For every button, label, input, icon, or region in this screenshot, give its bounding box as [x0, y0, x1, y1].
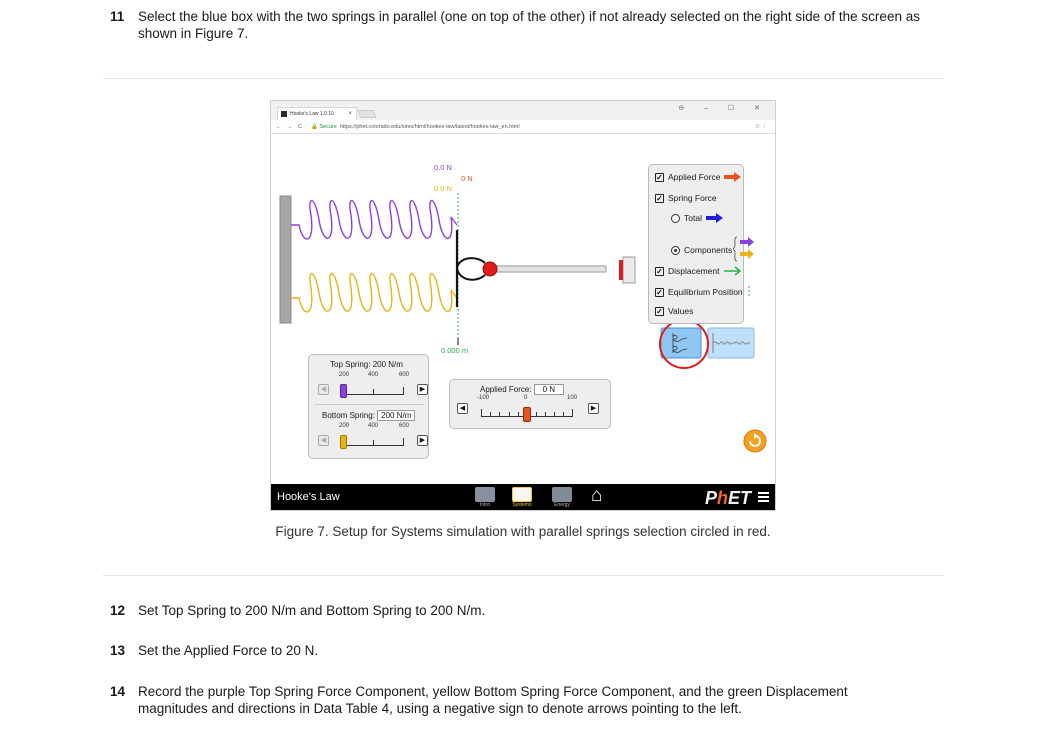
- tab-close-icon[interactable]: ×: [348, 111, 352, 117]
- bottom-spring-slider-thumb[interactable]: [340, 435, 347, 449]
- applied-force-label: Applied Force:: [480, 385, 532, 394]
- top-spring-slider-thumb[interactable]: [340, 384, 347, 398]
- checkbox-box: ✓: [656, 193, 663, 203]
- menu-icon[interactable]: [758, 492, 769, 504]
- equilibrium-checkbox[interactable]: [655, 286, 752, 298]
- step-text: Select the blue box with the two springs in parallel (one on top of the other) if not already selected on the right side of the screen as shown in Figure 7.: [138, 9, 920, 41]
- bottom-spring-tick-label: 400: [368, 423, 379, 429]
- step-number: 11: [110, 9, 125, 24]
- radio-button: [671, 214, 680, 223]
- robotic-arm-rod: [486, 266, 606, 272]
- window-controls[interactable]: ⊖ – ☐ ✕: [678, 105, 769, 112]
- checkbox-label: Spring Force: [668, 193, 717, 203]
- robotic-arm-base: [623, 257, 635, 283]
- simulation-area: [271, 135, 775, 484]
- phet-navbar: [271, 484, 775, 511]
- equilibrium-line-icon: [746, 286, 752, 298]
- energy-screen-label: Energy: [554, 502, 570, 508]
- applied-force-tick-label: 100: [567, 395, 578, 401]
- checkbox-label: Values: [668, 306, 694, 316]
- address-field[interactable]: [307, 122, 747, 132]
- hook: [457, 258, 485, 280]
- bottom-spring-decrease-button[interactable]: ◀: [318, 435, 329, 446]
- applied-force-increase-button[interactable]: ▶: [588, 403, 599, 414]
- bottom-spring-tick-label: 600: [399, 423, 410, 429]
- step-number: 13: [110, 643, 126, 658]
- applied-force-arrow-icon: [724, 172, 742, 182]
- intro-screen-button[interactable]: [475, 487, 495, 502]
- checkbox-label: Applied Force: [668, 172, 721, 182]
- url-text: https://phet.colorado.edu/sims/html/hookes-law/latest/hookes-law_en.html: [339, 124, 520, 130]
- applied-force-tick-label: 0: [524, 395, 528, 401]
- displacement-checkbox[interactable]: [655, 266, 742, 276]
- new-tab-button[interactable]: [358, 110, 377, 118]
- applied-force-tick-label: -100: [477, 395, 490, 401]
- top-spring-tick-label: 600: [399, 372, 410, 378]
- top-spring-slider-track[interactable]: [342, 394, 404, 395]
- radio-label: Total: [684, 213, 702, 223]
- browser-tabbar: [271, 101, 775, 120]
- checkbox-box: ✓: [656, 287, 663, 297]
- top-spring-value: 200 N/m: [372, 360, 403, 369]
- checkbox-box: ✓: [656, 172, 663, 182]
- bottom-spring-slider-track[interactable]: [342, 445, 404, 446]
- total-force-arrow-icon: [706, 213, 724, 223]
- bottom-spring-tick-label: 200: [339, 423, 350, 429]
- figure-7-screenshot: [270, 100, 776, 511]
- checkbox-box: ✓: [656, 306, 663, 316]
- divider-bottom: [103, 575, 944, 576]
- components-radio[interactable]: [671, 237, 757, 263]
- divider-top: [103, 78, 944, 79]
- bookmark-star-icon[interactable]: ☆ ⋮: [755, 124, 767, 130]
- top-spring-decrease-button[interactable]: ◀: [318, 384, 329, 395]
- step-number: 12: [110, 603, 126, 618]
- step-text: Set the Applied Force to 20 N.: [138, 643, 319, 658]
- applied-force-readout: 0 N: [461, 174, 473, 183]
- nav-buttons[interactable]: ← → C: [276, 124, 305, 130]
- wall: [280, 196, 291, 323]
- step-number: 14: [110, 684, 126, 699]
- step-text: Set Top Spring to 200 N/m and Bottom Spring to 200 N/m.: [138, 603, 486, 618]
- robotic-arm-base-clip: [619, 260, 623, 280]
- applied-force-label-row: [480, 384, 564, 395]
- bottom-spring: [291, 274, 457, 312]
- spring-constants-panel: [308, 354, 429, 459]
- checkbox-box: ✓: [656, 266, 663, 276]
- step-11: [110, 8, 950, 42]
- top-spring-tick-label: 400: [368, 372, 379, 378]
- reset-all-button[interactable]: [744, 430, 766, 452]
- robotic-arm-grip[interactable]: [483, 262, 497, 276]
- applied-force-panel: [449, 379, 611, 429]
- component-arrows-icon: [733, 235, 757, 263]
- browser-tab[interactable]: [277, 107, 357, 120]
- browser-urlbar: [271, 120, 775, 134]
- intro-screen-label: Intro: [479, 502, 490, 508]
- top-spring-label: Top Spring:: [330, 360, 371, 369]
- top-spring-label-row: [330, 360, 403, 369]
- displacement-readout: 0.000 m: [441, 346, 469, 355]
- radio-button: [671, 246, 680, 255]
- bottom-spring-label-row: [322, 410, 415, 421]
- sim-title: Hooke's Law: [277, 491, 340, 503]
- top-spring: [291, 201, 457, 239]
- step-14: [110, 683, 900, 717]
- checkbox-label: Equilibrium Position: [668, 287, 743, 297]
- home-icon[interactable]: ⌂: [591, 485, 603, 506]
- radio-label: Components: [684, 245, 733, 255]
- favicon-icon: [281, 111, 287, 117]
- step-13: [110, 642, 950, 659]
- applied-force-value: 0 N: [534, 384, 564, 395]
- applied-force-slider-thumb[interactable]: [523, 407, 531, 422]
- displacement-arrow-icon: [724, 266, 742, 276]
- total-radio[interactable]: [671, 213, 724, 223]
- tab-title: Hooke's Law 1.0.10: [290, 111, 334, 117]
- top-spring-increase-button[interactable]: ▶: [417, 384, 428, 395]
- applied-force-decrease-button[interactable]: ◀: [457, 403, 468, 414]
- energy-screen-button[interactable]: [552, 487, 572, 502]
- applied-force-checkbox[interactable]: [655, 172, 742, 182]
- checkbox-label: Displacement: [668, 266, 720, 276]
- top-force-readout: 0.0 N: [434, 163, 452, 172]
- bottom-spring-increase-button[interactable]: ▶: [417, 435, 428, 446]
- bottom-spring-value: 200 N/m: [377, 410, 415, 421]
- visibility-panel: [648, 164, 744, 324]
- systems-screen-label: Systems: [512, 502, 532, 508]
- step-text: Record the purple Top Spring Force Component, yellow Bottom Spring Force Component, and the green Displacement magnitudes and directions in Data Table 4, using a negative sign to denote arrows pointing to the left.: [138, 684, 848, 716]
- top-spring-tick-label: 200: [339, 372, 350, 378]
- phet-logo[interactable]: PhET: [704, 488, 751, 508]
- parallel-springs-selector[interactable]: [661, 328, 701, 358]
- spring-force-checkbox[interactable]: [655, 193, 717, 203]
- step-12: [110, 602, 950, 619]
- bottom-spring-label: Bottom Spring:: [322, 411, 375, 420]
- secure-badge: 🔒 Secure: [311, 124, 337, 130]
- bottom-force-readout: 0.0 N: [434, 184, 452, 193]
- values-checkbox[interactable]: [655, 306, 693, 316]
- systems-screen-button[interactable]: [512, 487, 532, 502]
- figure-caption: Figure 7. Setup for Systems simulation with parallel springs selection circled in red.: [275, 524, 771, 539]
